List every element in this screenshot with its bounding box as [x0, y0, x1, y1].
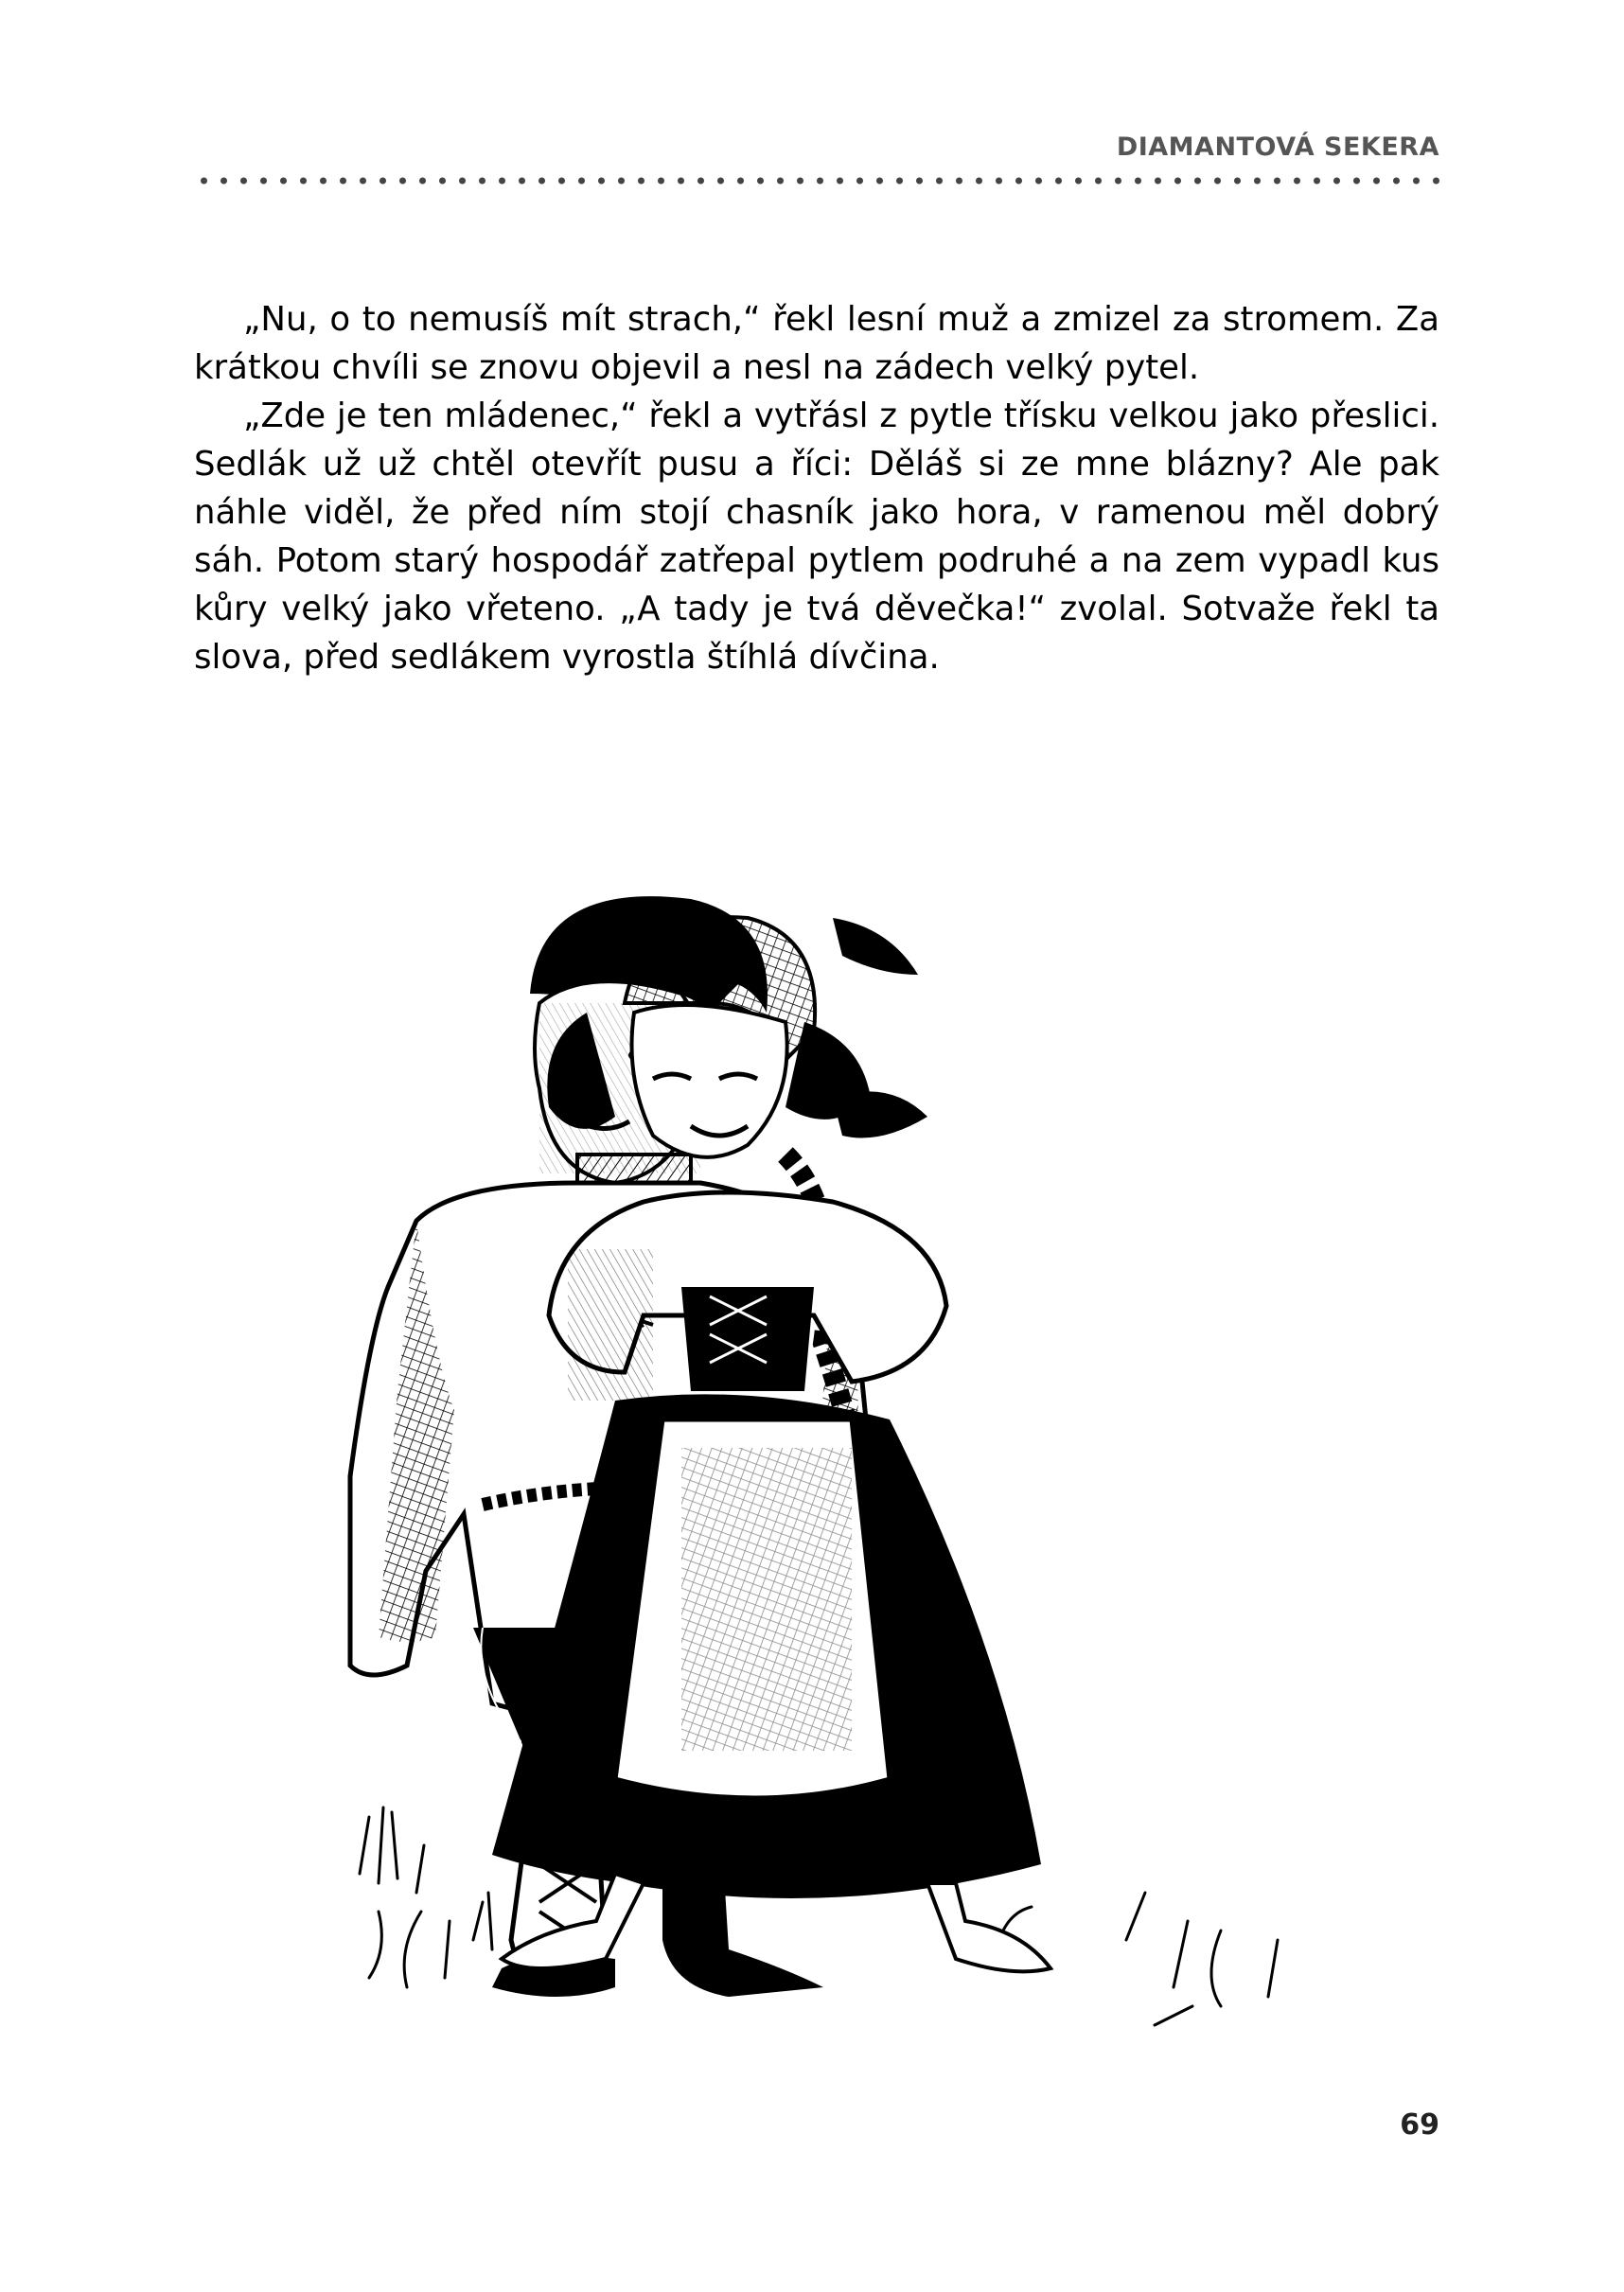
paragraph: „Zde je ten mládenec,“ řekl a vytřásl z pytle třísku velkou jako přeslici. Sedlák už už chtěl otevřít pusu a říci: Děláš si ze mne blázny? Ale pak náhle viděl, že před ním stojí chasník jako hora, v ramenou měl dobrý sáh. Potom starý hospodář zatřepal pytlem podruhé a na zem vypadl kus kůry velký jako vřeteno. „A tady je tvá děvečka!“ zvolal. Sotvaže řekl ta slova, před sedlákem vyrostla štíhlá dívčina.: [194, 397, 1439, 677]
illustration-couple: [341, 890, 1315, 2091]
dotted-rule: [194, 176, 1439, 185]
page-number: 69: [1400, 2108, 1439, 2142]
paragraph: „Nu, o to nemusíš mít strach,“ řekl lesní muž a zmizel za stromem. Za krátkou chvíli se znovu objevil a nesl na zádech velký pytel.: [194, 300, 1439, 387]
running-title: DIAMANTOVÁ SEKERA: [1116, 132, 1439, 162]
body-text: [194, 295, 1439, 681]
